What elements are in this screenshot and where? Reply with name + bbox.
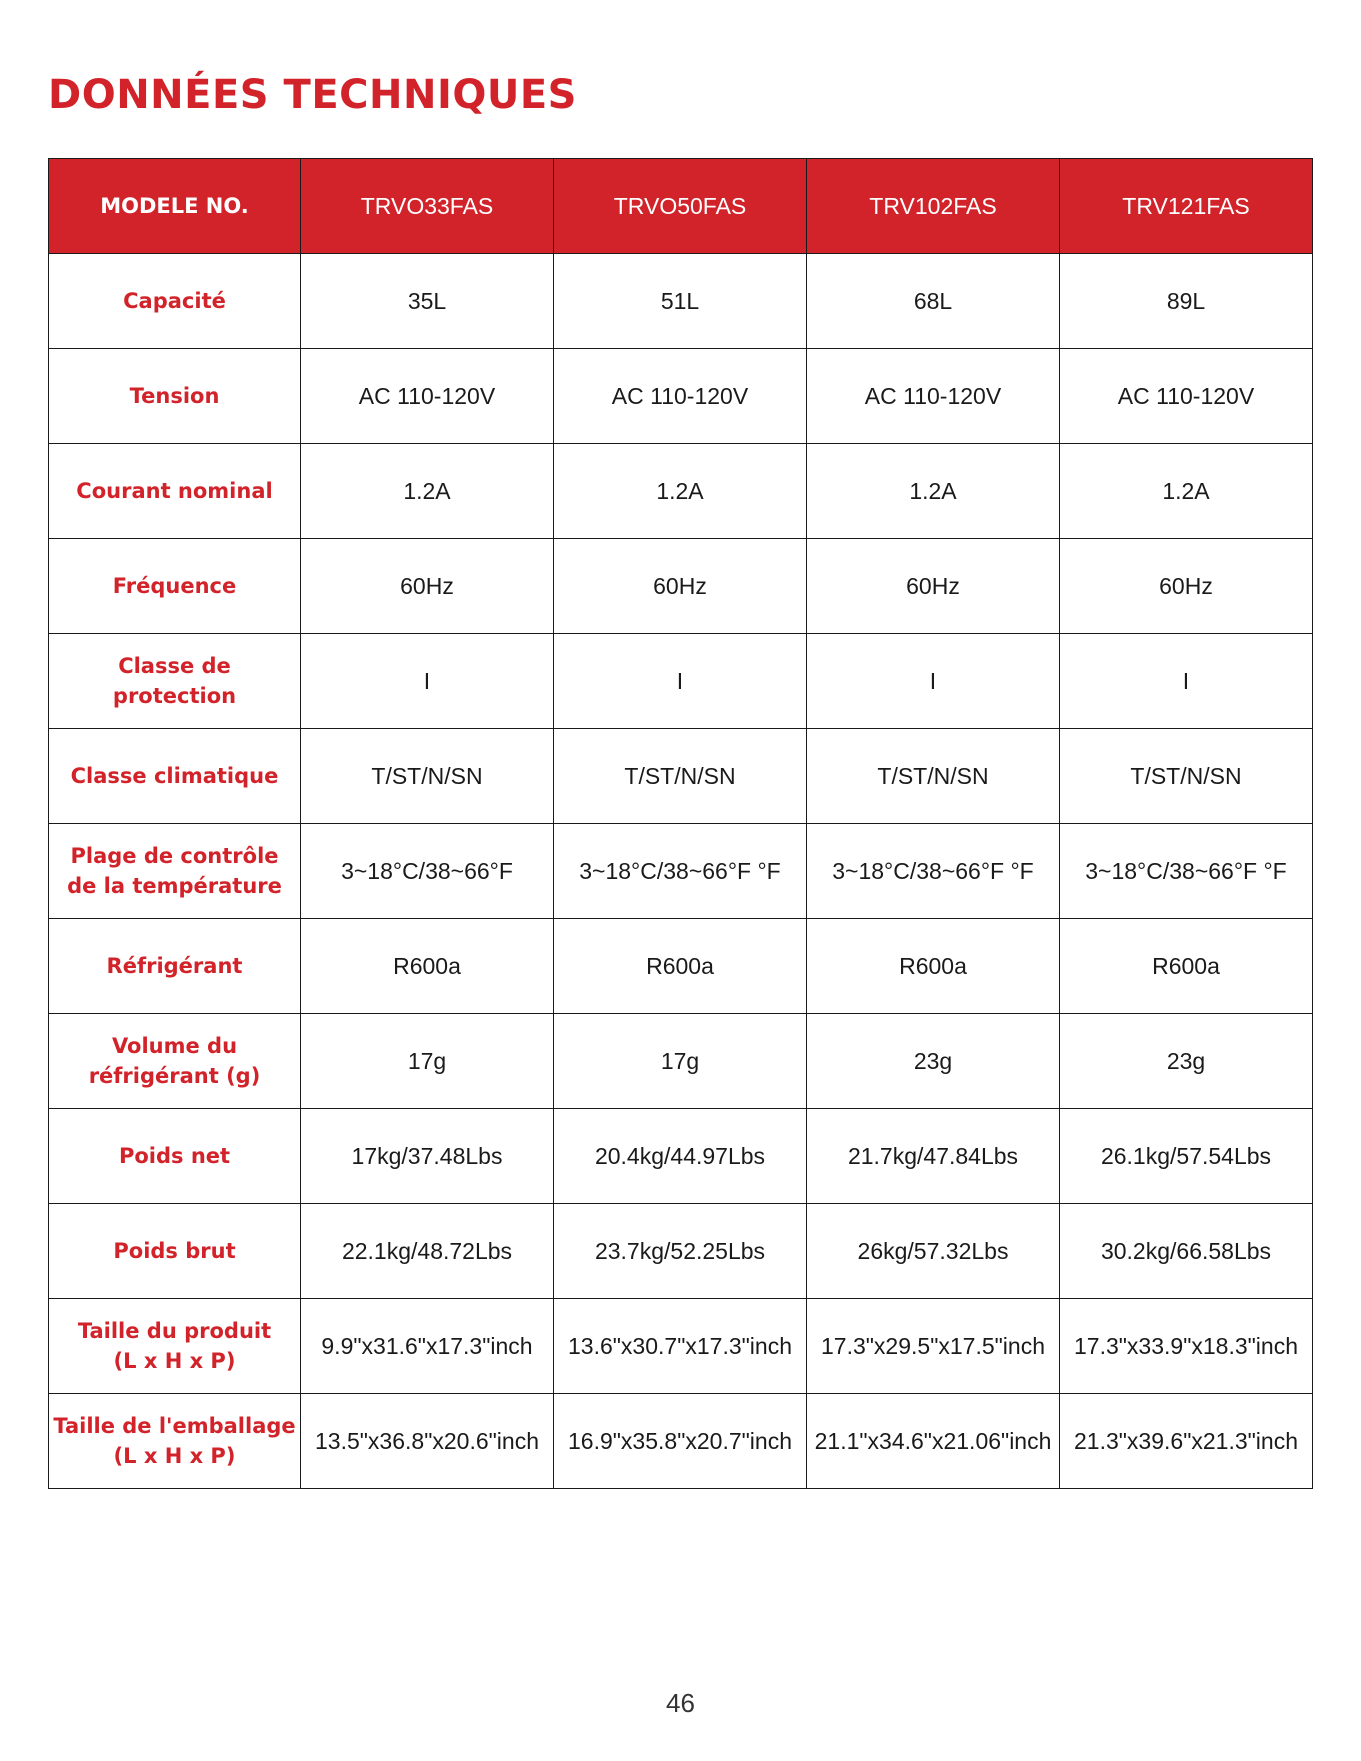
header-model: TRVO33FAS xyxy=(301,159,554,254)
table-row xyxy=(49,1204,1313,1299)
header-model: TRVO50FAS xyxy=(554,159,807,254)
table-cell: 51L xyxy=(554,254,807,349)
row-label: Classe climatique xyxy=(49,729,301,824)
table-cell: R600a xyxy=(554,919,807,1014)
table-cell: 16.9"x35.8"x20.7"inch xyxy=(554,1394,807,1489)
table-cell: 21.7kg/47.84Lbs xyxy=(807,1109,1060,1204)
header-label: MODELE NO. xyxy=(49,159,301,254)
table-row xyxy=(49,634,1313,729)
table-cell: 13.6"x30.7"x17.3"inch xyxy=(554,1299,807,1394)
table-cell: I xyxy=(301,634,554,729)
table-cell: 17.3"x29.5"x17.5"inch xyxy=(807,1299,1060,1394)
table-cell: I xyxy=(807,634,1060,729)
table-cell: 17g xyxy=(554,1014,807,1109)
table-cell: T/ST/N/SN xyxy=(807,729,1060,824)
table-cell: 9.9"x31.6"x17.3"inch xyxy=(301,1299,554,1394)
table-row xyxy=(49,729,1313,824)
page-title: DONNÉES TECHNIQUES xyxy=(48,72,577,118)
table-body xyxy=(49,254,1313,1489)
table-row xyxy=(49,1109,1313,1204)
table-cell: 60Hz xyxy=(1060,539,1313,634)
table-cell: 17g xyxy=(301,1014,554,1109)
table-row xyxy=(49,254,1313,349)
header-model: TRV121FAS xyxy=(1060,159,1313,254)
table-cell: I xyxy=(554,634,807,729)
table-cell: R600a xyxy=(301,919,554,1014)
table-row xyxy=(49,444,1313,539)
row-label: Taille du produit (L x H x P) xyxy=(49,1299,301,1394)
table-row xyxy=(49,919,1313,1014)
row-label: Volume du réfrigérant (g) xyxy=(49,1014,301,1109)
table-cell: R600a xyxy=(807,919,1060,1014)
table-cell: R600a xyxy=(1060,919,1313,1014)
table-cell: 60Hz xyxy=(301,539,554,634)
row-label: Fréquence xyxy=(49,539,301,634)
table-cell: 13.5"x36.8"x20.6"inch xyxy=(301,1394,554,1489)
row-label: Tension xyxy=(49,349,301,444)
row-label: Courant nominal xyxy=(49,444,301,539)
row-label: Réfrigérant xyxy=(49,919,301,1014)
header-model: TRV102FAS xyxy=(807,159,1060,254)
table-row xyxy=(49,539,1313,634)
table-cell: 3~18°C/38~66°F xyxy=(301,824,554,919)
table-cell: T/ST/N/SN xyxy=(554,729,807,824)
table-cell: T/ST/N/SN xyxy=(1060,729,1313,824)
table-cell: 89L xyxy=(1060,254,1313,349)
table-cell: 3~18°C/38~66°F °F xyxy=(807,824,1060,919)
table-cell: 23.7kg/52.25Lbs xyxy=(554,1204,807,1299)
table-cell: 26.1kg/57.54Lbs xyxy=(1060,1109,1313,1204)
table-cell: 22.1kg/48.72Lbs xyxy=(301,1204,554,1299)
row-label: Poids brut xyxy=(49,1204,301,1299)
table-cell: 1.2A xyxy=(301,444,554,539)
row-label: Plage de contrôle de la température xyxy=(49,824,301,919)
table-row xyxy=(49,1299,1313,1394)
table-cell: T/ST/N/SN xyxy=(301,729,554,824)
table-cell: 30.2kg/66.58Lbs xyxy=(1060,1204,1313,1299)
table-cell: AC 110-120V xyxy=(807,349,1060,444)
table-cell: 60Hz xyxy=(554,539,807,634)
table-cell: 1.2A xyxy=(807,444,1060,539)
table-cell: 26kg/57.32Lbs xyxy=(807,1204,1060,1299)
row-label: Capacité xyxy=(49,254,301,349)
table-cell: 17.3"x33.9"x18.3"inch xyxy=(1060,1299,1313,1394)
table-cell: 1.2A xyxy=(554,444,807,539)
table-cell: I xyxy=(1060,634,1313,729)
table-cell: 17kg/37.48Lbs xyxy=(301,1109,554,1204)
table-cell: 23g xyxy=(1060,1014,1313,1109)
table-cell: 3~18°C/38~66°F °F xyxy=(554,824,807,919)
table-row xyxy=(49,824,1313,919)
table-cell: 60Hz xyxy=(807,539,1060,634)
row-label: Taille de l'emballage (L x H x P) xyxy=(49,1394,301,1489)
table-row xyxy=(49,1014,1313,1109)
table-cell: 68L xyxy=(807,254,1060,349)
table-cell: 23g xyxy=(807,1014,1060,1109)
table-cell: 21.1"x34.6"x21.06"inch xyxy=(807,1394,1060,1489)
table-cell: AC 110-120V xyxy=(301,349,554,444)
table-cell: AC 110-120V xyxy=(554,349,807,444)
row-label: Poids net xyxy=(49,1109,301,1204)
table-cell: 3~18°C/38~66°F °F xyxy=(1060,824,1313,919)
row-label: Classe de protection xyxy=(49,634,301,729)
table-cell: 20.4kg/44.97Lbs xyxy=(554,1109,807,1204)
page-number: 46 xyxy=(666,1688,695,1718)
table-row xyxy=(49,1394,1313,1489)
table-cell: AC 110-120V xyxy=(1060,349,1313,444)
table-cell: 1.2A xyxy=(1060,444,1313,539)
table-header-row xyxy=(49,159,1313,254)
table-cell: 35L xyxy=(301,254,554,349)
spec-table xyxy=(48,158,1313,1489)
table-row xyxy=(49,349,1313,444)
table-cell: 21.3"x39.6"x21.3"inch xyxy=(1060,1394,1313,1489)
